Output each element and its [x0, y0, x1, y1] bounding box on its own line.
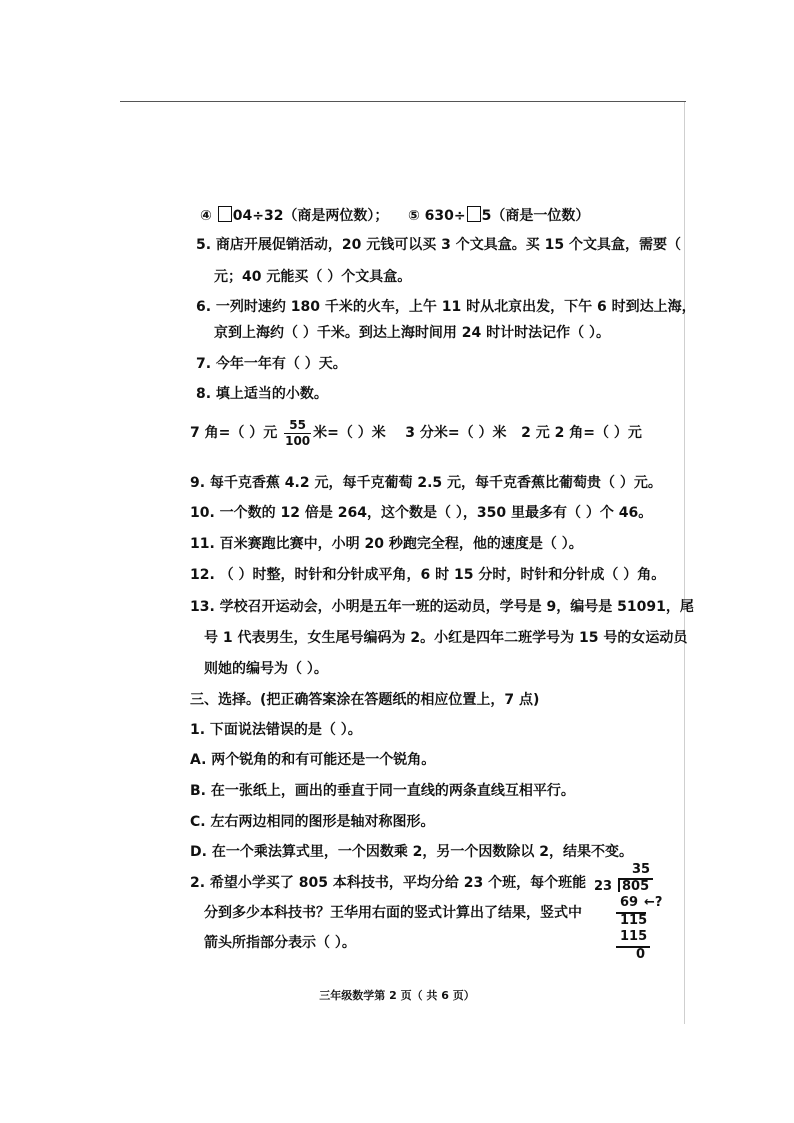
choice-q2-line2: 分到多少本科技书？王华用右面的竖式计算出了结果，竖式中 [204, 905, 582, 921]
circled-4: ④ [200, 208, 212, 224]
blank-box-4 [218, 206, 232, 222]
division-arrow: ←? [644, 895, 663, 910]
division-divisor: 23 [594, 879, 613, 894]
q5-text-a: 630÷ [424, 208, 466, 224]
page-top-rule [120, 101, 686, 102]
division-remainder: 0 [636, 947, 646, 962]
q8-item-c: 3 分米=（ ）米 [405, 425, 507, 441]
division-dividend: 805 [622, 879, 650, 894]
question-12: 12. （ ）时整，时针和分针成平角，6 时 15 分时，时针和分针成（ ）角。 [190, 567, 666, 583]
q5-text-b: 5（商是一位数） [481, 208, 590, 224]
q8-item-d: 2 元 2 角=（ ）元 [521, 425, 642, 441]
fraction-55-100: $\frac{55}{100}$ [285, 417, 311, 448]
question-4-5-line [200, 206, 589, 225]
question-5-line2: 元；40 元能买（ ）个文具盒。 [214, 269, 412, 285]
question-8-items [190, 416, 642, 450]
division-step-2: 115 [620, 913, 648, 928]
choice-q1-option-a: A. 两个锐角的和有可能还是一个锐角。 [190, 752, 436, 768]
choice-q1-option-c: C. 左右两边相同的图形是轴对称图形。 [190, 814, 435, 830]
choice-q2-line1: 2. 希望小学买了 805 本科技书，平均分给 23 个班，每个班能 [190, 875, 587, 891]
question-8-title: 8. 填上适当的小数。 [196, 386, 328, 402]
choice-q1: 1. 下面说法错误的是（ ）。 [190, 722, 362, 738]
question-9: 9. 每千克香蕉 4.2 元，每千克葡萄 2.5 元，每千克香蕉比葡萄贵（ ）元。 [190, 475, 662, 491]
choice-q1-option-b: B. 在一张纸上，画出的垂直于同一直线的两条直线互相平行。 [190, 783, 575, 799]
q8-item-b: 米=（ ）米 [313, 425, 386, 441]
blank-box-5 [467, 206, 481, 222]
question-11: 11. 百米赛跑比赛中，小明 20 秒跑完全程，他的速度是（ ）。 [190, 536, 583, 552]
question-7: 7. 今年一年有（ ）天。 [196, 356, 347, 372]
page-footer: 三年级数学第 2 页（ 共 6 页） [319, 989, 475, 1002]
page-right-edge [684, 102, 685, 1024]
section-3-title: 三、选择。(把正确答案涂在答题纸的相应位置上，7 点) [190, 692, 540, 708]
q8-item-a: 7 角=（ ）元 [190, 425, 278, 441]
question-13-line2: 号 1 代表男生，女生尾号编码为 2。小红是四年二班学号为 15 号的女运动员 [204, 630, 688, 646]
choice-q1-option-d: D. 在一个乘法算式里，一个因数乘 2，另一个因数除以 2，结果不变。 [190, 844, 634, 860]
question-13-line1: 13. 学校召开运动会，小明是五年一班的运动员，学号是 9，编号是 51091，尾 [190, 599, 694, 615]
question-5-line1: 5. 商店开展促销活动，20 元钱可以买 3 个文具盒。买 15 个文具盒，需要（ [196, 237, 682, 253]
question-13-line3: 则她的编号为（ ）。 [204, 661, 328, 677]
question-6-line2: 京到上海约（ ）千米。到达上海时间用 24 时计时法记作（ ）。 [214, 325, 610, 341]
q4-text: 04÷32（商是两位数）； [232, 208, 389, 224]
circled-5: ⑤ [407, 208, 420, 224]
division-quotient: 35 [632, 862, 651, 877]
division-step-1: 69 [620, 895, 639, 910]
long-division [592, 862, 682, 962]
division-step-3: 115 [620, 929, 648, 944]
question-6-line1: 6. 一列时速约 180 千米的火车，上午 11 时从北京出发，下午 6 时到达上海， [196, 299, 696, 315]
choice-q2-line3: 箭头所指部分表示（ ）。 [204, 935, 356, 951]
division-bracket-side [618, 878, 620, 892]
question-10: 10. 一个数的 12 倍是 264，这个数是（ ），350 里最多有（ ）个 46。 [190, 505, 653, 521]
